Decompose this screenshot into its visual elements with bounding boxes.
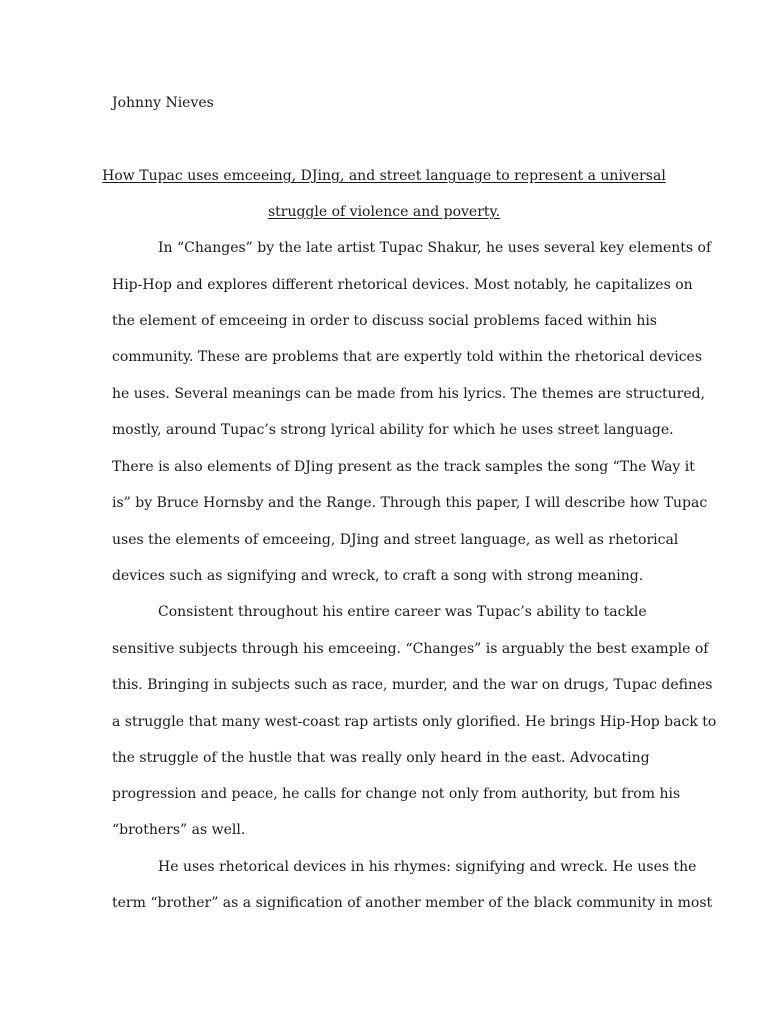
title-line-1: How Tupac uses emceeing, DJing, and street language to represent a universal	[102, 168, 666, 184]
paragraph-3-line-2: term “brother” as a signification of another member of the black community in most	[112, 895, 713, 911]
title-line-2: struggle of violence and poverty.	[267, 204, 501, 220]
paragraph-1-line-5: he uses. Several meanings can be made from his lyrics. The themes are structured,	[112, 386, 706, 402]
paragraph-2-line-6: progression and peace, he calls for change not only from authority, but from his	[112, 786, 681, 802]
paragraph-1-line-2: Hip-Hop and explores different rhetorical devices. Most notably, he capitalizes on	[112, 277, 693, 293]
paragraph-1-line-8: is” by Bruce Hornsby and the Range. Through this paper, I will describe how Tupac	[112, 495, 708, 511]
paragraph-1-line-1: In “Changes” by the late artist Tupac Shakur, he uses several key elements of	[158, 240, 712, 256]
paragraph-2-line-3: this. Bringing in subjects such as race, murder, and the war on drugs, Tupac defines	[112, 677, 713, 693]
paragraph-1-line-9: uses the elements of emceeing, DJing and street language, as well as rhetorical	[112, 532, 679, 548]
paragraph-1-line-4: community. These are problems that are expertly told within the rhetorical devices	[112, 349, 703, 365]
paragraph-2-line-5: the struggle of the hustle that was really only heard in the east. Advocating	[112, 750, 650, 766]
paragraph-2-line-7: “brothers” as well.	[112, 822, 246, 838]
paragraph-3-line-1: He uses rhetorical devices in his rhymes: signifying and wreck. He uses the	[158, 859, 697, 875]
author-name: Johnny Nieves	[112, 95, 214, 111]
paragraph-2-line-4: a struggle that many west-coast rap artists only glorified. He brings Hip-Hop back to	[112, 714, 717, 730]
paragraph-1-line-3: the element of emceeing in order to discuss social problems faced within his	[112, 313, 657, 329]
paragraph-1-line-10: devices such as signifying and wreck, to craft a song with strong meaning.	[112, 568, 644, 584]
paragraph-1-line-6: mostly, around Tupac’s strong lyrical ability for which he uses street language.	[112, 422, 674, 438]
paragraph-2-line-1: Consistent throughout his entire career was Tupac’s ability to tackle	[158, 604, 647, 620]
paragraph-1-line-7: There is also elements of DJing present as the track samples the song “The Way it	[112, 459, 695, 475]
paragraph-2-line-2: sensitive subjects through his emceeing. “Changes” is arguably the best example of	[112, 641, 709, 657]
